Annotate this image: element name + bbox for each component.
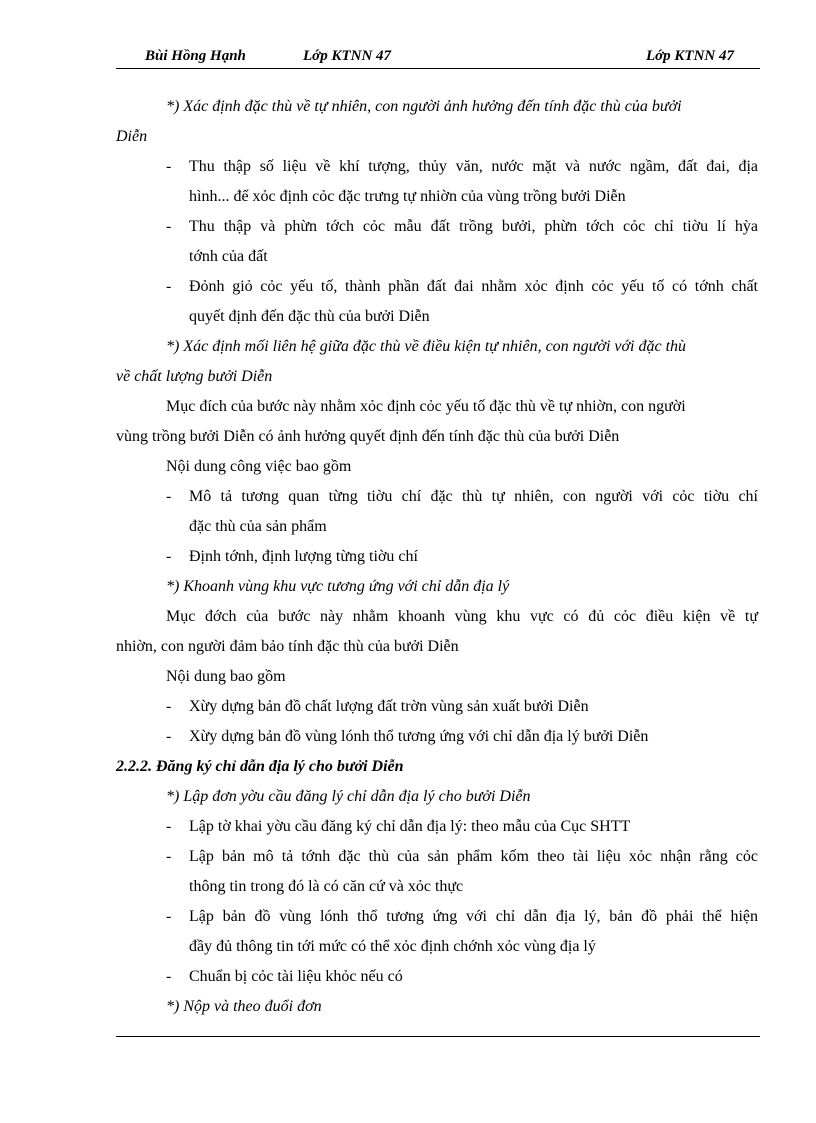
bullet-continuation: thông tin trong đó là có căn cứ và xỏc thực [189, 878, 464, 895]
bullet-dash: - [166, 548, 172, 565]
header-rule [116, 68, 760, 69]
paragraph-line: Nội dung bao gồm [166, 668, 286, 685]
document-body [116, 92, 758, 1022]
bullet-item [116, 692, 758, 722]
header-class-right: Lớp KTNN 47 [645, 48, 734, 64]
section-heading-italic: *) Xác định mối liên hệ giữa đặc thù về điều kiện tự nhiên, con người với đặc thù [166, 338, 687, 355]
bullet-text: Xừy dựng bản đồ vùng lónh thổ tương ứng với chỉ dẫn địa lý bưởi Diễn [189, 728, 649, 745]
bullet-dash: - [166, 218, 172, 235]
bullet-dash: - [166, 278, 172, 295]
bullet-dash: - [166, 728, 172, 745]
bullet-text: Đỏnh giỏ cỏc yếu tố, thành phần đất đai nhằm xỏc định cỏc yếu tố có tớnh chất [189, 278, 758, 295]
bullet-item [116, 152, 758, 182]
bullet-item [116, 842, 758, 872]
bullet-item [116, 212, 758, 242]
bullet-text: Mô tả tương quan từng tiờu chí đặc thù tự nhiên, con người với cỏc tiờu chí [189, 488, 758, 505]
subsection-heading: 2.2.2. Đăng ký chỉ dẫn địa lý cho bưởi Diễn [116, 758, 404, 775]
bullet-dash: - [166, 908, 172, 925]
bullet-dash: - [166, 158, 172, 175]
bullet-text: Thu thập số liệu về khí tượng, thủy văn, nước mặt và nước ngầm, đất đai, địa [189, 158, 758, 175]
bullet-text: Định tớnh, định lượng từng tiờu chí [189, 548, 418, 565]
bullet-item [116, 962, 758, 992]
bullet-text: Xừy dựng bản đồ chất lượng đất trờn vùng sản xuất bưởi Diễn [189, 698, 589, 715]
bullet-text: Thu thập và phừn tớch cỏc mẫu đất trồng bưởi, phừn tớch cỏc chỉ tiờu lí hỳa [189, 218, 758, 235]
bullet-dash: - [166, 488, 172, 505]
bullet-item [116, 272, 758, 302]
paragraph-line: Mục đớch của bước này nhằm khoanh vùng khu vực có đủ cỏc điều kiện về tự [166, 608, 758, 625]
section-heading-italic: *) Khoanh vùng khu vực tương ứng với chỉ dẫn địa lý [166, 578, 510, 595]
bullet-dash: - [166, 968, 172, 985]
bullet-dash: - [166, 848, 172, 865]
bullet-continuation: đầy đủ thông tin tới mức có thể xỏc định chớnh xỏc vùng địa lý [189, 938, 596, 955]
paragraph-line: vùng trồng bưởi Diễn có ảnh hưởng quyết định đến tính đặc thù của bưởi Diễn [116, 428, 620, 445]
footer-rule [116, 1036, 760, 1037]
bullet-continuation: hình... để xỏc định cỏc đặc trưng tự nhiờn của vùng trồng bưởi Diễn [189, 188, 626, 205]
section-heading-italic: *) Lập đơn yờu cầu đăng lý chỉ dẫn địa lý cho bưởi Diễn [166, 788, 531, 805]
header-class-left: Lớp KTNN 47 [303, 48, 392, 64]
bullet-text: Lập bản mô tả tớnh đặc thù của sản phẩm kốm theo tài liệu xỏc nhận rằng cỏc [189, 848, 758, 865]
paragraph-line: nhiờn, con người đảm bảo tính đặc thù của bưởi Diễn [116, 638, 459, 655]
paragraph-line: Nội dung công việc bao gồm [166, 458, 352, 475]
bullet-item [116, 542, 758, 572]
bullet-item [116, 722, 758, 752]
bullet-continuation: đặc thù của sản phẩm [189, 518, 327, 535]
paragraph-line: Mục đích của bước này nhằm xỏc định cỏc yếu tố đặc thù về tự nhiờn, con người [166, 398, 686, 415]
header-author: Bùi Hồng Hạnh [145, 48, 246, 64]
bullet-continuation: tớnh của đất [189, 248, 268, 265]
bullet-text: Lập bản đồ vùng lónh thổ tương ứng với chỉ dẫn địa lý, bản đồ phải thể hiện [189, 908, 758, 925]
bullet-item [116, 482, 758, 512]
section-heading-italic: *) Xác định đặc thù về tự nhiên, con người ảnh hưởng đến tính đặc thù của bưởi [166, 98, 682, 115]
bullet-dash: - [166, 818, 172, 835]
bullet-item [116, 902, 758, 932]
section-heading-italic: *) Nộp và theo đuổi đơn [166, 998, 322, 1015]
bullet-text: Chuẩn bị cỏc tài liệu khỏc nếu có [189, 968, 403, 985]
bullet-dash: - [166, 698, 172, 715]
section-heading-italic-cont: về chất lượng bưởi Diễn [116, 368, 273, 385]
section-heading-italic-cont: Diễn [116, 128, 148, 145]
bullet-item [116, 812, 758, 842]
bullet-text: Lập tờ khai yờu cầu đăng ký chỉ dẫn địa lý: theo mẫu của Cục SHTT [189, 818, 631, 835]
page-header [116, 48, 760, 68]
bullet-continuation: quyết định đến đặc thù của bưởi Diễn [189, 308, 430, 325]
